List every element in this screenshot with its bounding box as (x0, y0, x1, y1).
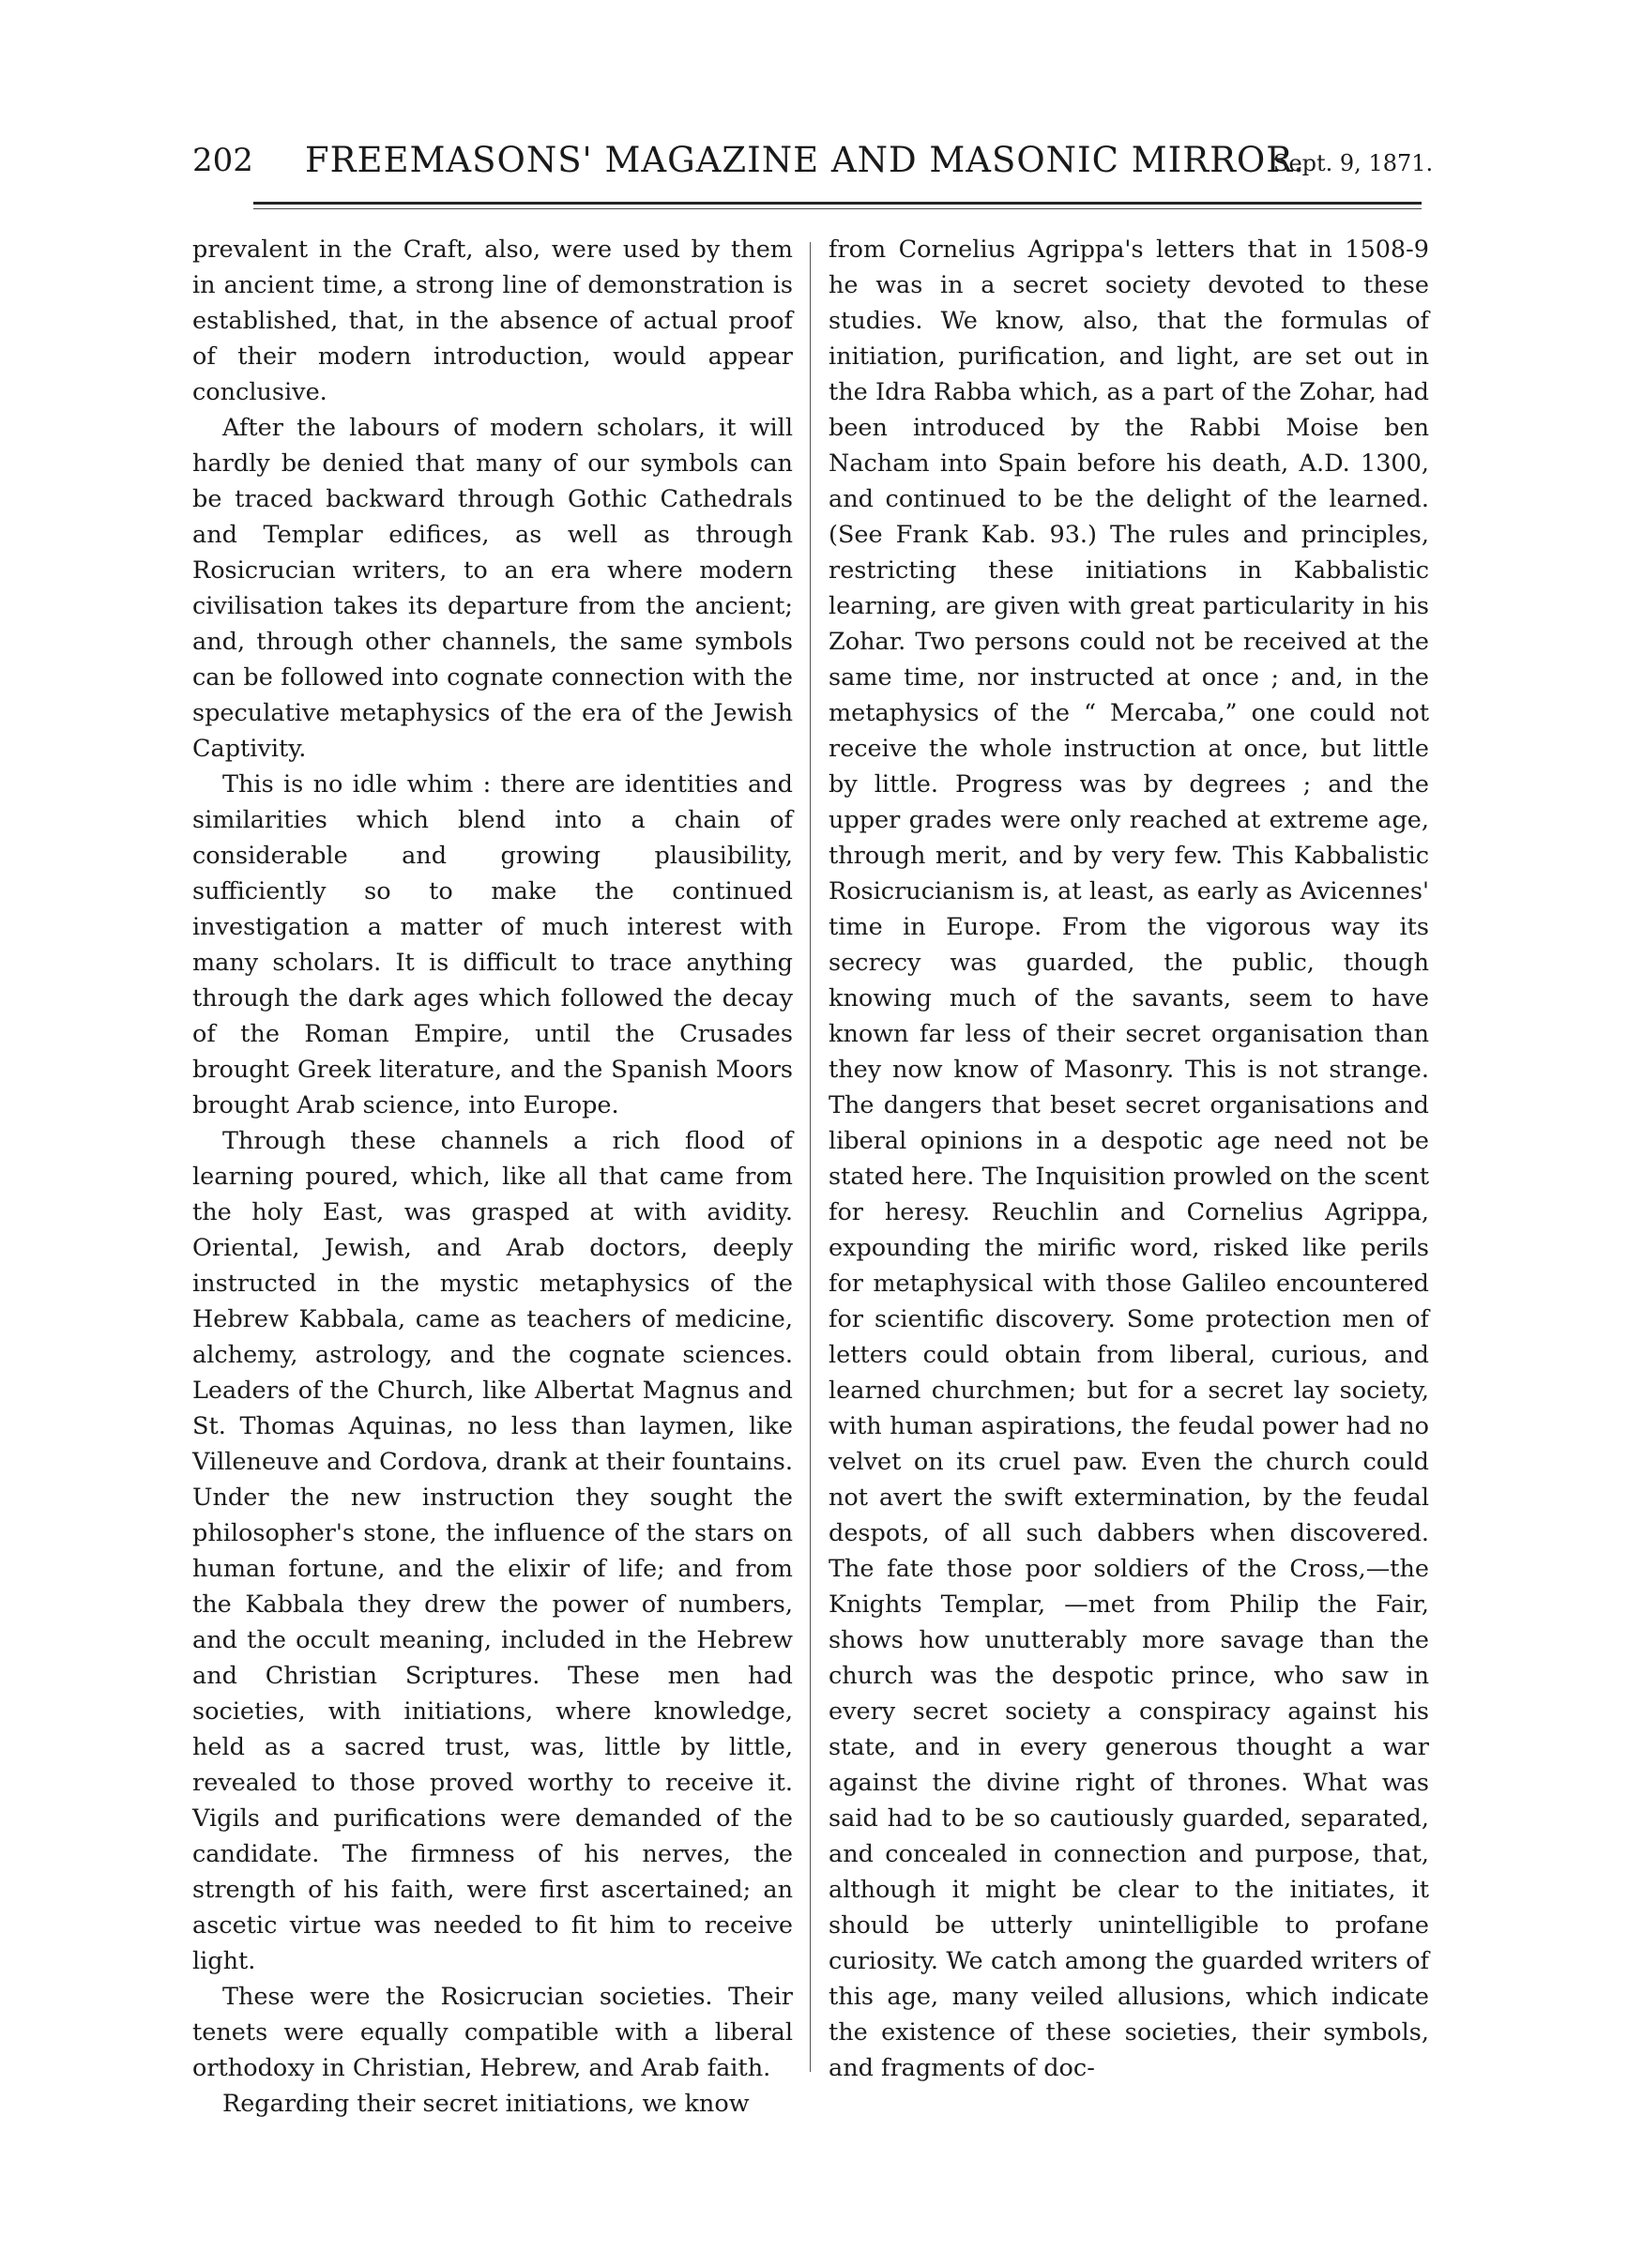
header-rule-thick (253, 202, 1422, 205)
paragraph: Through these channels a rich flood of learning poured, which, like all that came from the holy East, was grasped at with avidity. Oriental, Jewish, and Arab doctors, deeply instructed in the mystic metaphysics of the Hebrew Kabbala, came as teachers of medicine, alchemy, astrology, and the cognate sciences. Leaders of the Church, like Albertat Magnus and St. Thomas Aquinas, no less than laymen, like Villeneuve and Cordova, drank at their fountains. Under the new instruction they sought the philosopher's stone, the influence of the stars on human fortune, and the elixir of life; and from the Kabbala they drew the power of numbers, and the occult meaning, included in the Hebrew and Christian Scriptures. These men had societies, with initiations, where knowledge, held as a sacred trust, was, little by little, revealed to those proved worthy to receive it. Vigils and purifications were demanded of the candidate. The firmness of his nerves, the strength of his faith, were first ascertained; an ascetic virtue was needed to fit him to receive light. (192, 1127, 793, 1975)
paragraph: This is no idle whim : there are identities and similarities which blend into a chain of considerable and growing plausibility, sufficiently so to make the continued investigation a matter of much interest with many scholars. It is difficult to trace anything through the dark ages which followed the decay of the Roman Empire, until the Crusades brought Greek literature, and the Spanish Moors brought Arab science, into Europe. (192, 770, 793, 1119)
page-number: 202 (192, 142, 253, 179)
journal-title: FREEMASONS' MAGAZINE AND MASONIC MIRROR. (305, 140, 1305, 180)
paragraph: Regarding their secret initiations, we know (222, 2090, 750, 2118)
header-rule-thin (253, 208, 1422, 209)
right-column (829, 232, 1429, 2080)
paragraph: After the labours of modern scholars, it will hardly be denied that many of our symbols can be traced backward through Gothic Cathedrals and Templar edifices, as well as through Rosicrucian writers, to an era where modern civilisation takes its departure from the ancient; and, through other channels, the same symbols can be followed into cognate connection with the speculative metaphysics of the era of the Jewish Captivity. (192, 414, 793, 763)
issue-date: Sept. 9, 1871. (1273, 150, 1434, 176)
page-header (192, 139, 1434, 186)
paragraph: prevalent in the Craft, also, were used by them in ancient time, a strong line of demonstration is established, that, in the absence of actual proof of their modern introduction, would appear conclusive. (192, 236, 793, 406)
paragraph: from Cornelius Agrippa's letters that in 1508-9 he was in a secret society devoted to these studies. We know, also, that the formulas of initiation, purification, and light, are set out in the Idra Rabba which, as a part of the Zohar, had been introduced by the Rabbi Moise ben Nacham into Spain before his death, A.D. 1300, and continued to be the delight of the learned. (See Frank Kab. 93.) The rules and principles, restricting these initiations in Kabbalistic learning, are given with great particularity in his Zohar. Two persons could not be received at the same time, nor instructed at once ; and, in the metaphysics of the “ Mercaba,” one could not receive the whole instruction at once, but little by little. Progress was by degrees ; and the upper grades were only reached at extreme age, through merit, and by very few. This Kabbalistic Rosicrucianism is, at least, as early as Avicennes' time in Europe. From the vigorous way its secrecy was guarded, the public, though knowing much of the savants, seem to have known far less of their secret organisation than they now know of Masonry. This is not strange. The dangers that beset secret organisations and liberal opinions in a despotic age need not be stated here. The Inquisition prowled on the scent for heresy. Reuchlin and Cornelius Agrippa, expounding the mirific word, risked like perils for metaphysical with those Galileo encountered for scientific discovery. Some protection men of letters could obtain from liberal, curious, and learned churchmen; but for a secret lay society, with human aspirations, the feudal power had no velvet on its cruel paw. Even the church could not avert the swift extermination, by the feudal despots, of all such dabbers when discovered. The fate those poor soldiers of the Cross,—the Knights Templar, —met from Philip the Fair, shows how unutterably more savage than the church was the despotic prince, who saw in every secret society a conspiracy against his state, and in every generous thought a war against the divine right of thrones. What was said had to be so cautiously guarded, separated, and concealed in connection and purpose, that, although it might be clear to the initiates, it should be utterly unintelligible to profane curiosity. We catch among the guarded writers of this age, many veiled allusions, which indicate the existence of these societies, their symbols, and fragments of doc- (829, 236, 1429, 2082)
column-divider (810, 242, 811, 2072)
left-column (192, 232, 793, 2118)
paragraph: These were the Rosicrucian societies. Their tenets were equally compatible with a liberal orthodoxy in Christian, Hebrew, and Arab faith. (192, 1983, 793, 2082)
